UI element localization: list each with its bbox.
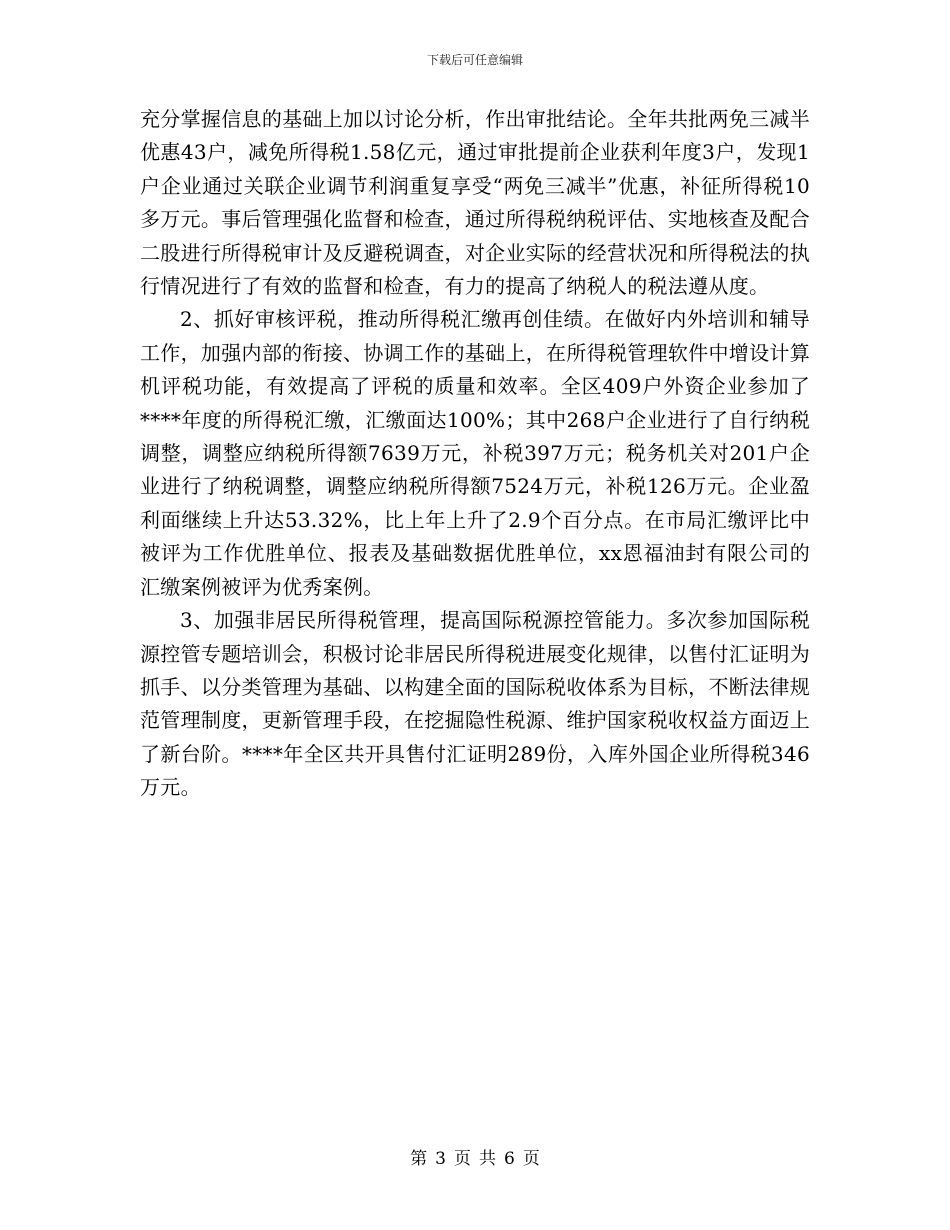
- header-text: 下载后可任意编辑: [426, 53, 523, 67]
- footer-total-prefix: 共: [479, 1149, 496, 1169]
- paragraph-item-3: 3、加强非居民所得税管理，提高国际税源控管能力。多次参加国际税源控管专题培训会，积极讨论非居民所得税进展变化规律，以售付汇证明为抓手、以分类管理为基础、以构建全面的国际税收体系为目标，不断法律规范管理制度，更新管理手段，在挖掘隐性税源、维护国家税收权益方面迈上了新台阶。****年全区共开具售付汇证明289份，入库外国企业所得税346万元。: [140, 608, 810, 800]
- paragraph-item-2: 2、抓好审核评税，推动所得税汇缴再创佳绩。在做好内外培训和辅导工作，加强内部的衔接、协调工作的基础上，在所得税管理软件中增设计算机评税功能，有效提高了评税的质量和效率。全区409户外资企业参加了****年度的所得税汇缴，汇缴面达100%；其中268户企业进行了自行纳税调整，调整应纳税所得额7639万元，补税397万元；税务机关对201户企业进行了纳税调整，调整应纳税所得额7524万元，补税126万元。企业盈利面继续上升达53.32%，比上年上升了2.9个百分点。在市局汇缴评比中被评为工作优胜单位、报表及基础数据优胜单位，xx恩福油封有限公司的汇缴案例被评为优秀案例。: [140, 307, 810, 599]
- paragraph-continuation: 充分掌握信息的基础上加以讨论分析，作出审批结论。全年共批两免三减半优惠43户，减免所得税1.58亿元，通过审批提前企业获利年度3户，发现1户企业通过关联企业调节利润重复享受“两免三减半”优惠，补征所得税10多万元。事后管理强化监督和检查，通过所得税纳税评估、实地核查及配合二股进行所得税审计及反避税调查，对企业实际的经营状况和所得税法的执行情况进行了有效的监督和检查，有力的提高了纳税人的税法遵从度。: [140, 107, 810, 299]
- footer-prefix: 第: [410, 1149, 428, 1169]
- footer-page-word: 页: [454, 1149, 471, 1169]
- page-footer: [0, 1148, 950, 1170]
- page-header: [0, 52, 950, 68]
- document-body: [140, 103, 810, 805]
- footer-suffix: 页: [522, 1149, 540, 1169]
- total-page-count: 6: [504, 1149, 515, 1169]
- current-page-number: 3: [435, 1149, 446, 1169]
